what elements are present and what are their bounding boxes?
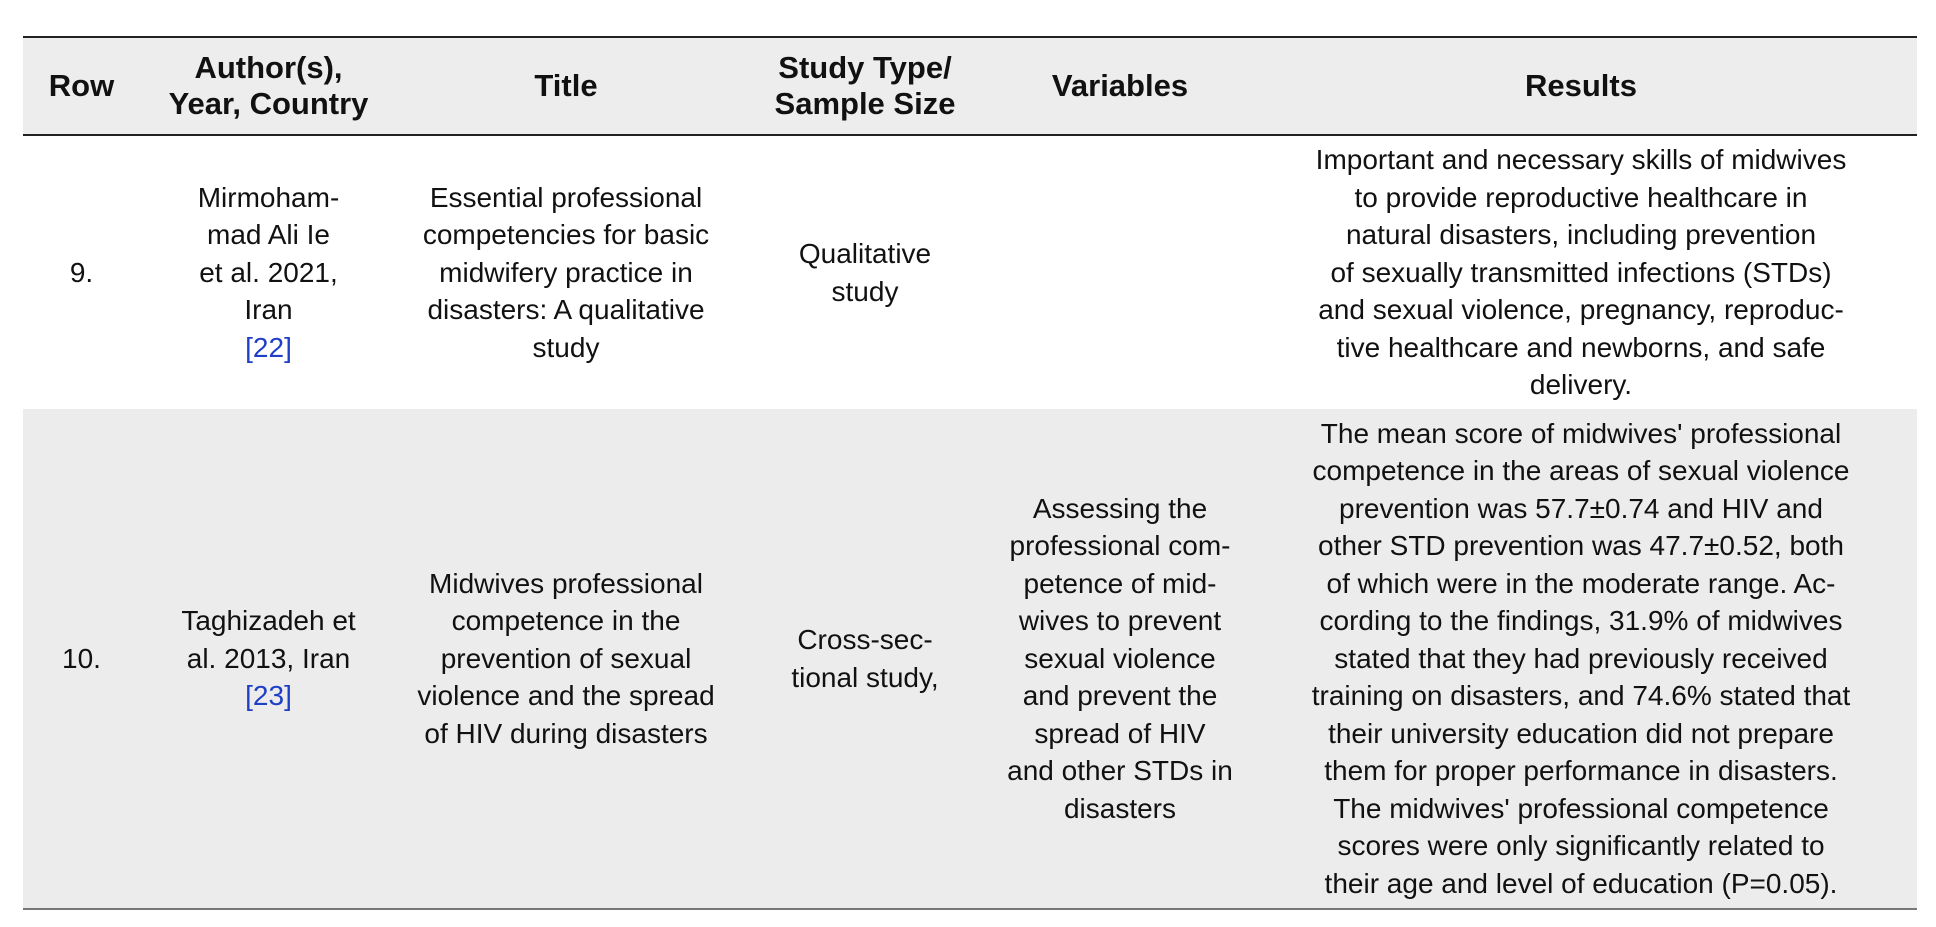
header-variables: Variables xyxy=(1051,68,1189,103)
title-cell: Midwives professional competence in the prevention of sexual violence and the spread of HIV during disasters xyxy=(417,567,715,749)
header-study-type-sample-size: Study Type/ Sample Size xyxy=(774,50,956,121)
literature-review-table xyxy=(23,36,1917,910)
study-type-cell: Cross-sec- tional study, xyxy=(791,624,939,693)
results-cell: Important and necessary skills of midwives to provide reproductive healthcare in natural disasters, including prevention of sexually transmitted infections (STDs) and sexual violence, pregnancy, reproduc- tive healthcare and newborns, and safe delivery. xyxy=(1315,144,1847,401)
variables-cell xyxy=(995,135,1245,409)
study-type-cell: Qualitative study xyxy=(798,238,932,307)
literature-review-table-container xyxy=(23,36,1917,910)
results-cell: The mean score of midwives' professional competence in the areas of sexual violence prevention was 57.7±0.74 and HIV and other STD prevention was 47.7±0.52, both of which were in the moderate range. Ac- cording to the findings, 31.9% of midwives stated that they had previously received training on disasters, and 74.6% stated that their university education did not prepare them for proper performance in disasters. The midwives' professional competence scores were only significantly related to their age and level of education (P=0.05). xyxy=(1311,417,1851,899)
variables-cell: Assessing the professional com- petence of mid- wives to prevent sexual violence and prevent the spread of HIV and other STDs in disasters xyxy=(1007,492,1233,824)
header-title: Title xyxy=(534,68,598,103)
header-authors-year-country: Author(s), Year, Country xyxy=(168,50,369,121)
row-number-cell: 10. xyxy=(62,642,101,674)
table-row xyxy=(23,135,1917,409)
row-number-cell: 9. xyxy=(69,256,94,288)
table-header-row xyxy=(23,37,1917,135)
reference-link[interactable]: [23] xyxy=(245,680,292,712)
reference-link[interactable]: [22] xyxy=(245,331,292,363)
header-results: Results xyxy=(1525,68,1637,103)
author-cell: Mirmoham- mad Ali Ie et al. 2021, Iran [22] xyxy=(140,135,397,409)
author-cell: Taghizadeh et al. 2013, Iran [23] xyxy=(140,409,397,909)
header-row: Row xyxy=(48,68,115,103)
table-row xyxy=(23,409,1917,909)
title-cell: Essential professional competencies for basic midwifery practice in disasters: A qualitative study xyxy=(422,181,710,363)
